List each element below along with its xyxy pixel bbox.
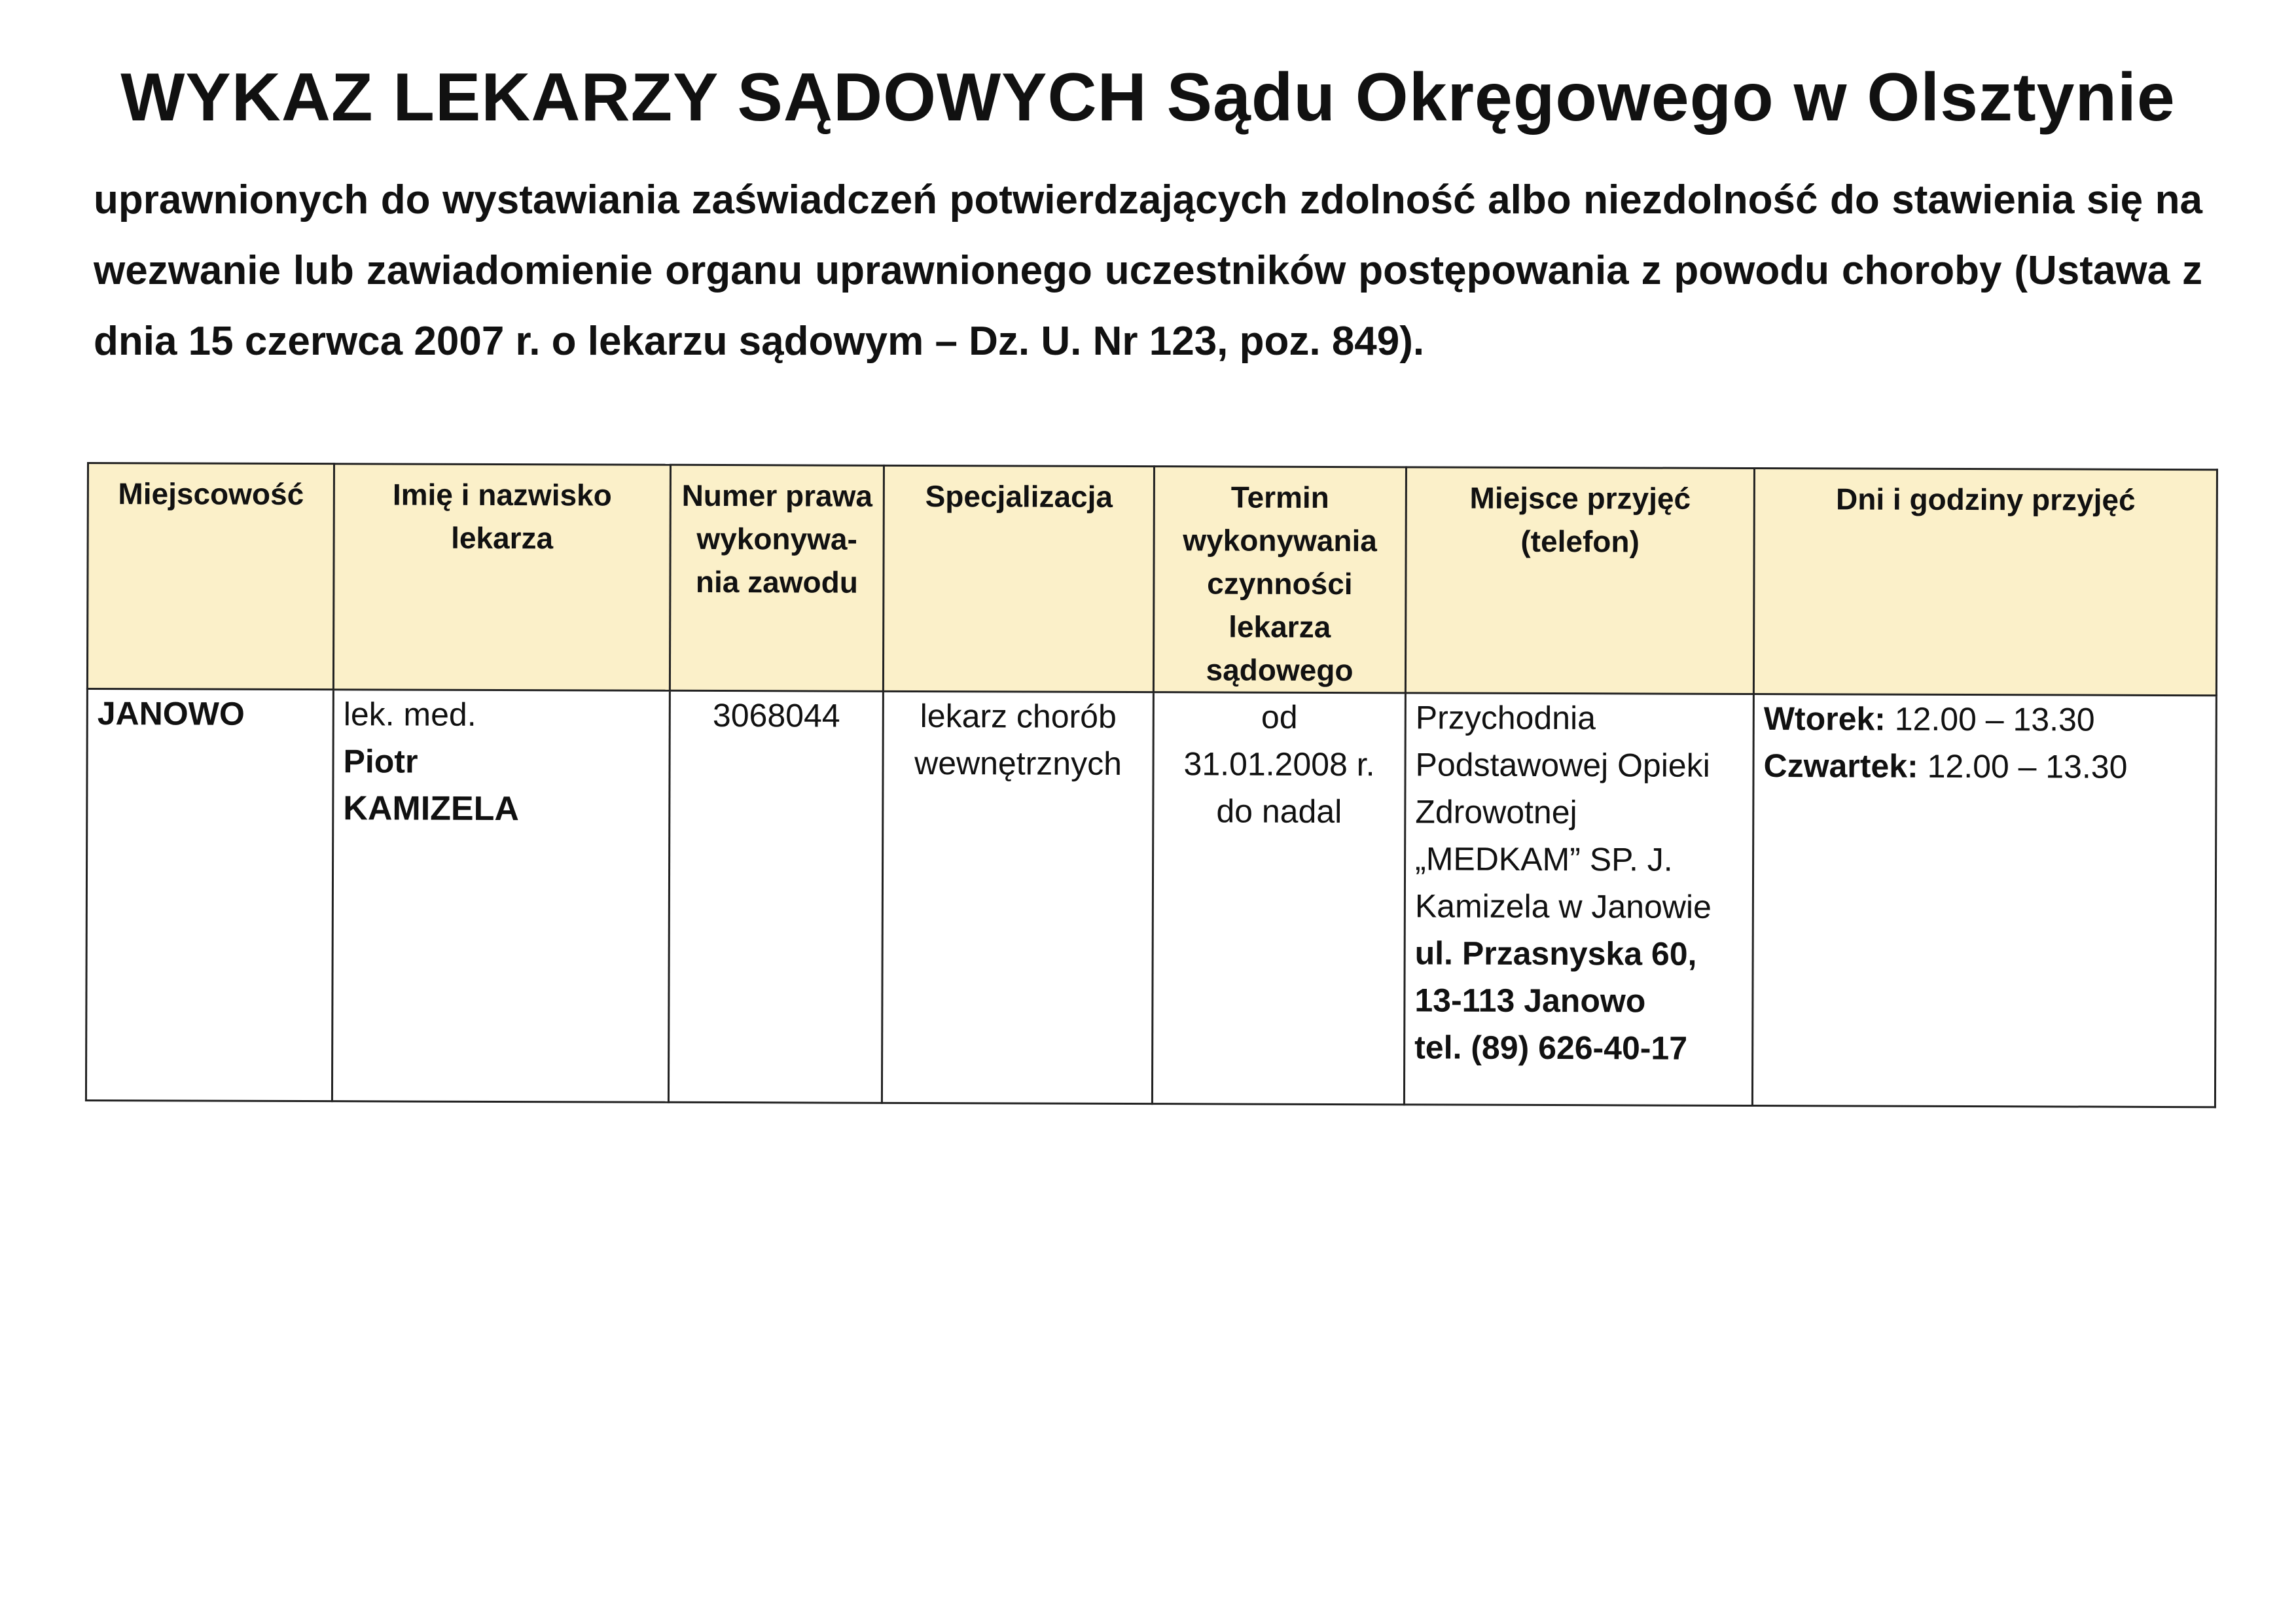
header-hours: Dni i godziny przyjęć xyxy=(1753,469,2217,696)
doctor-title: lek. med. xyxy=(343,696,476,733)
hours-entry xyxy=(1763,742,2206,791)
header-license-line-2: nia zawodu xyxy=(695,564,858,599)
cell-city: JANOWO xyxy=(86,689,333,1101)
place-name: Przychodnia Podstawowej Opieki Zdrowotnej „MEDKAM” SP. J. Kamizela w Janowie xyxy=(1414,699,1712,925)
cell-place xyxy=(1404,693,1753,1106)
hours-time: 12.00 – 13.30 xyxy=(1894,700,2095,738)
header-license-line-1: Numer prawa wykonywa- xyxy=(681,478,873,556)
term-from-date: 31.01.2008 r. xyxy=(1183,745,1375,783)
term-to: do nadal xyxy=(1216,793,1342,830)
doctor-first-name: Piotr xyxy=(343,743,418,780)
doctor-last-name: KAMIZELA xyxy=(343,789,520,829)
term-from-label: od xyxy=(1261,698,1298,736)
cell-hours xyxy=(1752,694,2216,1107)
hours-day: Wtorek: xyxy=(1763,700,1886,738)
header-city: Miejscowość xyxy=(87,463,334,690)
place-city: 13-113 Janowo xyxy=(1414,982,1646,1020)
hours-day: Czwartek: xyxy=(1763,747,1918,785)
cell-term xyxy=(1152,692,1405,1105)
header-place: Miejsce przyjęć (telefon) xyxy=(1405,467,1754,694)
document-title: WYKAZ LEKARZY SĄDOWYCH Sądu Okręgowego w Olsztynie xyxy=(120,60,2176,135)
header-term: Termin wykonywania czynności lekarza sądowego xyxy=(1153,467,1406,693)
hours-entry xyxy=(1764,695,2206,743)
place-phone: tel. (89) 626-40-17 xyxy=(1414,1029,1688,1067)
place-street: ul. Przasnyska 60, xyxy=(1414,935,1697,972)
document-subtitle: uprawnionych do wystawiania zaświadczeń potwierdzających zdolność albo niezdolność do stawienia się na wezwanie lub zawiadomienie organu uprawnionego uczestników postępowania z powodu choroby (Ustawa z dnia 15 czerwca 2007 r. o lekarzu sądowym – Dz. U. Nr 123, poz. 849). xyxy=(94,177,2202,364)
header-name: Imię i nazwisko lekarza xyxy=(333,464,670,691)
doctors-table xyxy=(85,462,2218,1108)
cell-license-number: 3068044 xyxy=(668,690,883,1103)
table-header-row xyxy=(87,463,2217,696)
cell-specialization: lekarz chorób wewnętrznych xyxy=(882,691,1153,1103)
header-license xyxy=(670,465,884,691)
cell-doctor-name xyxy=(332,690,670,1103)
hours-time: 12.00 – 13.30 xyxy=(1927,747,2128,785)
header-specialization: Specjalizacja xyxy=(883,465,1154,692)
table-row xyxy=(86,689,2216,1107)
